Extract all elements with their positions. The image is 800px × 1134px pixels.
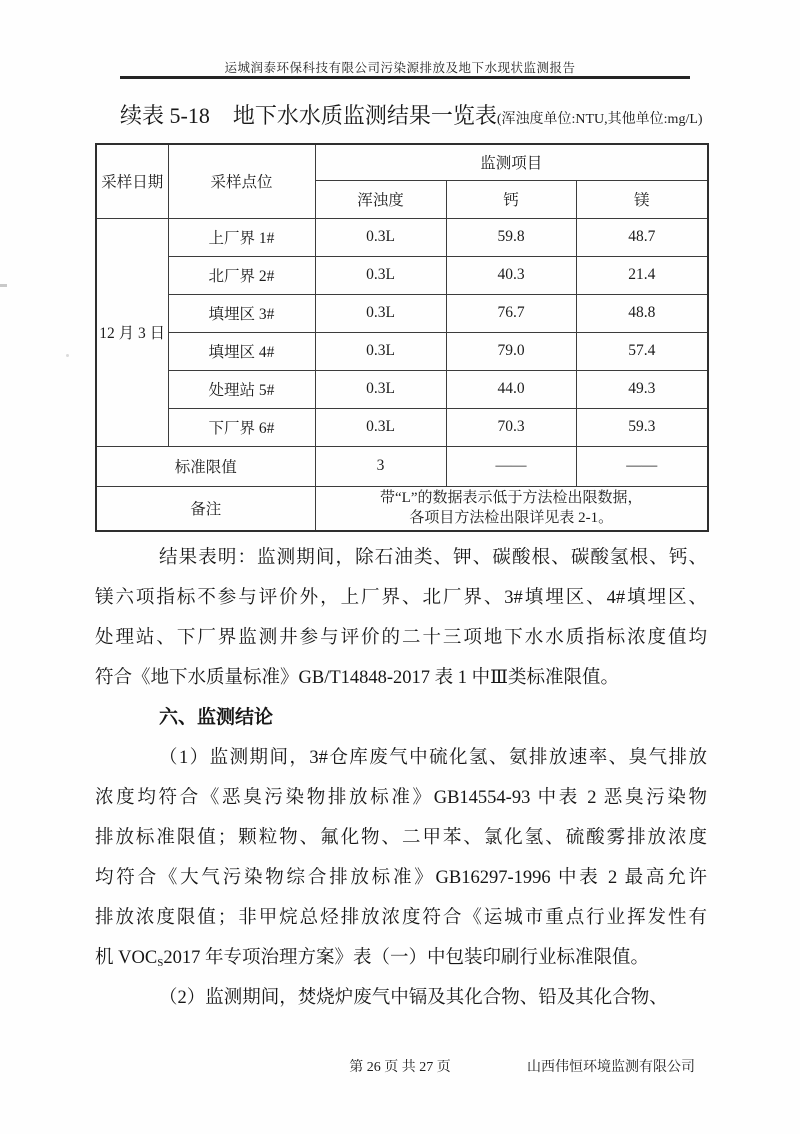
table-row [96, 294, 708, 332]
conclusion1-voc-line [95, 938, 707, 978]
remark-line-2: 各项目方法检出限详见表 2-1。 [409, 510, 614, 527]
value-cell: 40.3 [446, 256, 576, 294]
table-row [96, 218, 708, 256]
conclusion1-line: 排放浓度限值；非甲烷总烃排放浓度符合《运城市重点行业挥发性有 [95, 908, 707, 928]
table-row [96, 408, 708, 446]
remark-text-cell [315, 486, 708, 531]
conclusion1-line: 浓度均符合《恶臭污染物排放标准》GB14554-93 中表 2 恶臭污染物 [95, 788, 707, 808]
value-cell: 0.3L [315, 218, 446, 256]
col-header-magnesium: 镁 [576, 180, 708, 218]
value-cell: 0.3L [315, 332, 446, 370]
result-paragraph-line: 结果表明：监测期间，除石油类、钾、碳酸根、碳酸氢根、钙、 [159, 548, 707, 568]
conclusion1-line: 均符合《大气污染物综合排放标准》GB16297-1996 中表 2 最高允许 [95, 868, 707, 888]
monitoring-results-table [95, 143, 709, 532]
header-rule [120, 76, 690, 79]
table-caption [120, 99, 703, 130]
col-header-turbidity: 浑浊度 [315, 180, 446, 218]
value-cell: 0.3L [315, 256, 446, 294]
footer-company-name: 山西伟恒环境监测有限公司 [527, 1060, 695, 1075]
conclusion1-line: 排放标准限值；颗粒物、氟化物、二甲苯、氯化氢、硫酸雾排放浓度 [95, 828, 707, 848]
col-header-monitoring-items: 监测项目 [315, 144, 708, 180]
standard-limit-row [96, 446, 708, 486]
col-header-sample-point: 采样点位 [168, 144, 315, 218]
value-cell: 70.3 [446, 408, 576, 446]
limit-value-cell: —— [446, 446, 576, 486]
col-header-calcium: 钙 [446, 180, 576, 218]
remark-label: 备注 [96, 486, 315, 531]
value-cell: 0.3L [315, 370, 446, 408]
value-cell: 59.3 [576, 408, 708, 446]
scan-artifact [0, 284, 7, 287]
value-cell: 59.8 [446, 218, 576, 256]
table-row [96, 370, 708, 408]
remark-row [96, 486, 708, 531]
remark-line-1: 带“L”的数据表示低于方法检出限数据， [380, 490, 643, 507]
value-cell: 0.3L [315, 408, 446, 446]
sample-point-cell: 上厂界 1# [168, 218, 315, 256]
limit-value-cell: —— [576, 446, 708, 486]
sample-date-cell: 12 月 3 日 [96, 218, 168, 446]
table-row [96, 332, 708, 370]
voc-subscript: S [157, 957, 164, 969]
table-row [96, 256, 708, 294]
result-paragraph-line: 符合《地下水质量标准》GB/T14848-2017 表 1 中Ⅲ类标准限值。 [95, 668, 620, 688]
table-caption-unit-note: (浑浊度单位:NTU,其他单位:mg/L) [496, 112, 703, 127]
value-cell: 57.4 [576, 332, 708, 370]
value-cell: 48.7 [576, 218, 708, 256]
value-cell: 44.0 [446, 370, 576, 408]
result-paragraph-line: 处理站、下厂界监测井参与评价的二十三项地下水水质指标浓度值均 [95, 628, 707, 648]
sample-point-cell: 处理站 5# [168, 370, 315, 408]
table-caption-title: 地下水水质监测结果一览表 [232, 103, 497, 128]
section-heading-conclusion: 六、监测结论 [159, 707, 274, 728]
value-cell: 21.4 [576, 256, 708, 294]
sample-point-cell: 填埋区 3# [168, 294, 315, 332]
footer-page-number: 第 26 页 共 27 页 [349, 1060, 451, 1075]
value-cell: 79.0 [446, 332, 576, 370]
scan-artifact [66, 354, 69, 357]
value-cell: 0.3L [315, 294, 446, 332]
voc-line-pre: 机 VOC [95, 948, 158, 968]
value-cell: 49.3 [576, 370, 708, 408]
standard-limit-label: 标准限值 [96, 446, 315, 486]
col-header-sample-date: 采样日期 [96, 144, 168, 218]
conclusion2-line: （2）监测期间，焚烧炉废气中镉及其化合物、铅及其化合物、 [159, 988, 668, 1008]
value-cell: 76.7 [446, 294, 576, 332]
sample-point-cell: 填埋区 4# [168, 332, 315, 370]
sample-point-cell: 下厂界 6# [168, 408, 315, 446]
voc-line-post: 2017 年专项治理方案》表（一）中包装印刷行业标准限值。 [163, 948, 649, 968]
table-caption-label: 续表 5-18 [120, 103, 210, 128]
conclusion1-line: （1）监测期间，3#仓库废气中硫化氢、氨排放速率、臭气排放 [159, 748, 707, 768]
limit-value-cell: 3 [315, 446, 446, 486]
sample-point-cell: 北厂界 2# [168, 256, 315, 294]
body-text [95, 538, 707, 1018]
table-header-row-1 [96, 144, 708, 180]
report-header-title: 运城润泰环保科技有限公司污染源排放及地下水现状监测报告 [224, 61, 576, 75]
result-paragraph-line: 镁六项指标不参与评价外，上厂界、北厂界、3#填埋区、4#填埋区、 [95, 588, 707, 608]
value-cell: 48.8 [576, 294, 708, 332]
